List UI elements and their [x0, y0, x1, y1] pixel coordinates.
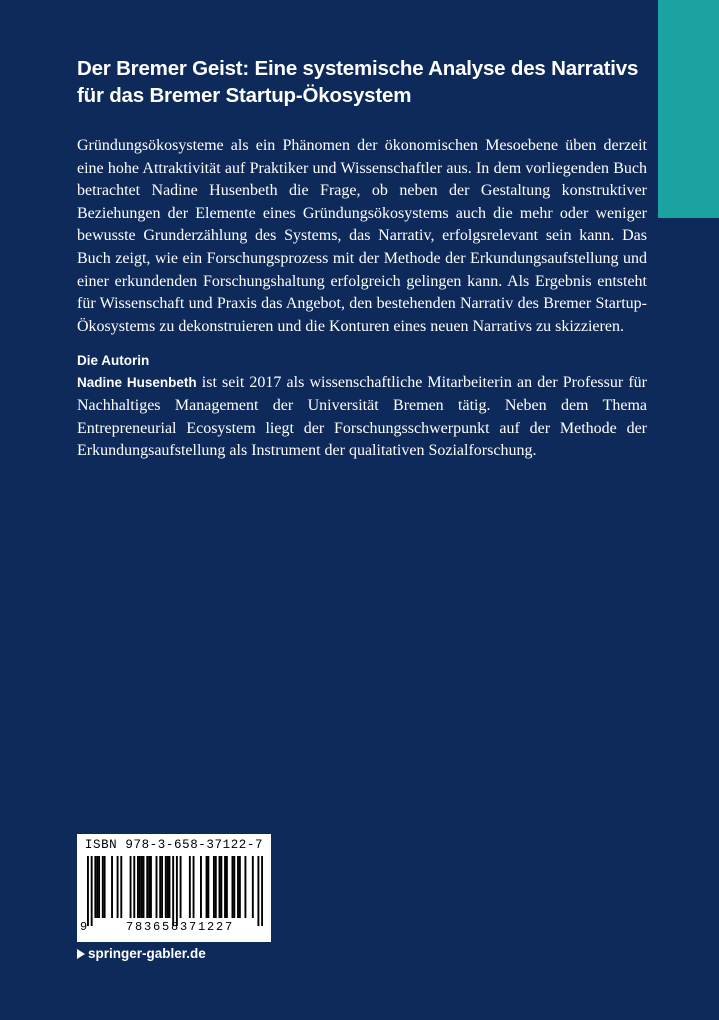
accent-tab [658, 0, 719, 218]
ean-digits: 783658371227 [125, 920, 234, 934]
barcode-bar [141, 856, 143, 918]
book-title: Der Bremer Geist: Eine systemische Analyse des Narrativs für das Bremer Startup-Ökosystem [77, 57, 639, 107]
barcode-bar [189, 856, 191, 918]
barcode-bar [148, 856, 150, 918]
barcode-bar [239, 856, 241, 918]
barcode-bar [159, 856, 161, 918]
barcode-bar [130, 856, 132, 918]
barcode-bar [150, 856, 152, 918]
barcode-bar [156, 856, 158, 918]
author-bio-text: ist seit 2017 als wissenschaftliche Mitarbeiterin an der Professur für Nachhaltiges Management der Universität Bremen tätig. Neben dem Thema Entrepreneurial Ecosystem liegt der Forschungsschwerpunkt auf der Methode der Erkundungsaufstellung als Instrument der qualitativen Sozialforschung. [77, 374, 648, 460]
barcode-bar [165, 856, 167, 918]
isbn-barcode [77, 834, 271, 942]
barcode-bar [206, 856, 208, 918]
barcode-bar [213, 856, 215, 918]
barcode-bar [261, 856, 263, 926]
barcode-bar [96, 856, 98, 918]
barcode-bar [169, 856, 171, 918]
barcode-bar [172, 856, 174, 926]
barcode-bar [215, 856, 217, 918]
barcode-bar [117, 856, 119, 918]
barcode-bar [104, 856, 106, 918]
barcode-bar [180, 856, 182, 918]
author-name: Nadine Husenbeth [77, 375, 197, 391]
back-cover-text [77, 55, 647, 463]
publisher-link[interactable] [77, 946, 206, 961]
barcode-bar [102, 856, 104, 918]
author-heading: Die Autorin [77, 353, 150, 369]
barcode-bar [91, 856, 93, 926]
barcode-bar [176, 856, 178, 926]
barcode-bar [200, 856, 202, 918]
barcode-bar [143, 856, 145, 918]
author-bio [77, 372, 647, 462]
barcode-bar [207, 856, 209, 918]
barcode-bar [167, 856, 169, 918]
publisher-url: springer-gabler.de [88, 946, 206, 961]
barcode-bar [161, 856, 163, 918]
ean-first-digit: 9 [80, 920, 88, 934]
barcode-bar [252, 856, 254, 918]
barcode-bar [224, 856, 226, 918]
barcode-bar [233, 856, 235, 918]
barcode-bar [237, 856, 239, 918]
barcode-bar [139, 856, 141, 918]
barcode-bar [220, 856, 222, 918]
triangle-right-icon [77, 949, 85, 959]
barcode-bar [94, 856, 96, 918]
barcode-bars [87, 856, 263, 926]
book-description: Gründungsökosysteme als ein Phänomen der ökonomischen Mesoebene üben derzeit eine hohe Attraktivität auf Praktiker und Wissenschaftler aus. In dem vorliegenden Buch betrachtet Nadine Husenbeth die Frage, ob neben der Gestaltung konstruktiver Beziehungen der Elemente eines Gründungsökosystems auch die mehr oder weniger bewusste Grunderzählung des Systems, das Narrativ, erfolgsrelevant sein kann. Das Buch zeigt, wie ein Forschungsprozess mit der Methode der Erkundungsaufstellung und einer erkundenden Forschungshaltung erfolgreich gelingen kann. Als Ergebnis entsteht für Wissenschaft und Praxis das Angebot, den bestehenden Narrativ des Bremer Startup-Ökosystems zu dekonstruieren und die Konturen eines neuen Narrativs zu skizzieren. [77, 137, 647, 335]
barcode-bar [244, 856, 246, 918]
barcode-bar [232, 856, 234, 918]
barcode-bar [257, 856, 259, 926]
barcode-bar [98, 856, 100, 918]
barcode-bar [111, 856, 113, 918]
isbn-label: ISBN 978-3-658-37122-7 [84, 838, 264, 852]
barcode-bar [87, 856, 89, 926]
barcode-bar [193, 856, 195, 918]
barcode-bar [219, 856, 221, 918]
barcode-bar [226, 856, 228, 918]
barcode-bar [120, 856, 122, 918]
barcode-bar [133, 856, 135, 918]
barcode-bar [137, 856, 139, 918]
barcode-bar [146, 856, 148, 918]
